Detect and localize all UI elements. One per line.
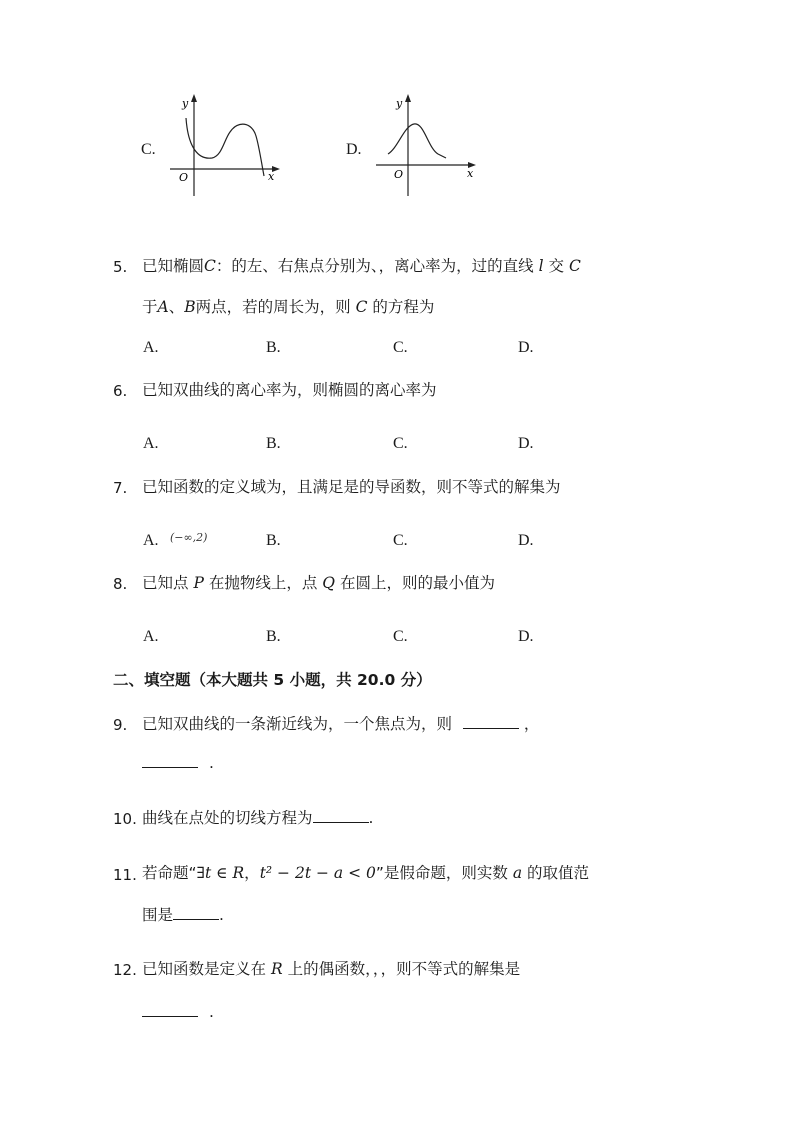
q9-comma: ， [523,715,540,733]
graph-d-x-label: x [467,167,474,180]
q9-answer-blank-2[interactable] [142,766,198,768]
option-c-label: C. [141,141,156,158]
q10-period: . [368,809,374,827]
question-5-line-1 [142,254,581,276]
q8-text-part: 在抛物线上，点 [208,574,318,592]
graph-c-y-label: y [182,97,189,110]
q8-option-a[interactable]: A. [143,628,159,645]
question-10-text [142,806,373,828]
question-8-text [142,571,495,593]
section-2-heading [113,668,432,690]
q5-var-C: C [355,298,368,316]
q5-text-part: ：的左、右焦点分别为、，离心率为，过的直线 [215,257,534,275]
q5-var-C: C [568,257,581,275]
question-5-line-2 [142,295,434,317]
q10-answer-blank[interactable] [313,821,369,823]
question-11-line-1 [142,861,589,883]
q7-option-c[interactable]: C. [393,532,408,549]
q11-math-inequality: t² − 2t − a < 0 [259,864,376,882]
q8-text-part: 在圆上，则的最小值为 [339,574,495,592]
q5-text-part: 于 [142,298,158,316]
q5-var-l: l [538,257,544,275]
q5-var-B: B [184,298,196,316]
q6-option-d[interactable]: D. [518,435,534,452]
question-8-number: 8. [113,575,128,593]
q7-option-b[interactable]: B. [266,532,281,549]
q12-period: . [208,1003,214,1021]
graph-d-origin-label: O [394,168,404,181]
q7-option-a[interactable]: A. [143,532,159,549]
question-9-text [142,712,539,734]
question-11-line-2 [142,903,224,925]
q8-var-Q: Q [322,574,335,592]
q11-text-part: ”是假命题，则实数 [375,864,508,882]
q7-option-a-math: (−∞,2) [170,531,208,544]
q11-period: . [219,906,224,924]
q7-option-d[interactable]: D. [518,532,534,549]
q12-answer-blank[interactable] [142,1015,198,1017]
q12-var-R: R [270,960,283,978]
q9-answer-blank-1[interactable] [463,727,519,729]
question-12-number: 12. [113,961,137,979]
q11-var-a: a [512,864,523,882]
question-9-number: 9. [113,716,128,734]
section-2-title-part: 二、填空题（本大题共 [113,671,274,689]
q5-option-b[interactable]: B. [266,339,281,356]
q9-period: . [208,754,214,772]
question-10-number: 10. [113,810,137,828]
question-12-line-2 [142,1003,214,1021]
q6-option-a[interactable]: A. [143,435,159,452]
section-2-title-part: 分） [395,671,432,689]
question-6-number: 6. [113,382,128,400]
q11-math-exists: ∃t ∈ R [196,864,245,882]
q11-text-part: 的取值范 [527,864,590,882]
question-12-text [142,957,520,979]
graph-c-origin-label: O [179,171,189,184]
q5-text-part: 交 [548,257,565,275]
q8-text-part: 已知点 [142,574,189,592]
q5-option-d[interactable]: D. [518,339,534,356]
q6-option-b[interactable]: B. [266,435,281,452]
q5-text-part: 、 [168,298,185,316]
question-9-line-2 [142,754,214,772]
q6-option-c[interactable]: C. [393,435,408,452]
q5-option-a[interactable]: A. [143,339,159,356]
option-d-label: D. [346,141,362,158]
q11-separator: ， [244,864,260,882]
q10-text-part: 曲线在点处的切线方程为 [142,809,313,827]
question-7-number: 7. [113,479,128,497]
question-7-text: 已知函数的定义域为，且满足是的导函数，则不等式的解集为 [142,478,561,496]
q5-var-C: C [204,257,216,275]
question-11-number: 11. [113,866,137,884]
q11-text-part: 围是 [142,906,174,924]
section-2-count: 5 [273,671,285,689]
q11-text-part: 若命题“ [142,864,197,882]
q5-option-c[interactable]: C. [393,339,408,356]
q11-answer-blank[interactable] [173,918,219,920]
section-2-score: 20.0 [357,671,396,689]
q8-var-P: P [193,574,204,592]
q8-option-d[interactable]: D. [518,628,534,645]
q12-text-part: 上的偶函数，，，则不等式的解集是 [287,960,521,978]
q5-var-A: A [157,298,169,316]
graph-c [168,92,283,200]
q5-text-part: 的方程为 [372,298,435,316]
graph-c-x-label: x [268,170,275,183]
question-6-text: 已知双曲线的离心率为，则椭圆的离心率为 [142,381,437,399]
q8-option-c[interactable]: C. [393,628,408,645]
q5-text-part: 两点，若的周长为，则 [195,298,351,316]
section-2-title-part: 小题，共 [284,671,357,689]
q12-text-part: 已知函数是定义在 [142,960,267,978]
q8-option-b[interactable]: B. [266,628,281,645]
q9-text-part: 已知双曲线的一条渐近线为，一个焦点为，则 [142,715,453,733]
q5-text-part: 已知椭圆 [142,257,205,275]
graph-d [372,92,482,200]
graph-d-y-label: y [396,97,403,110]
question-5-number: 5. [113,258,128,276]
